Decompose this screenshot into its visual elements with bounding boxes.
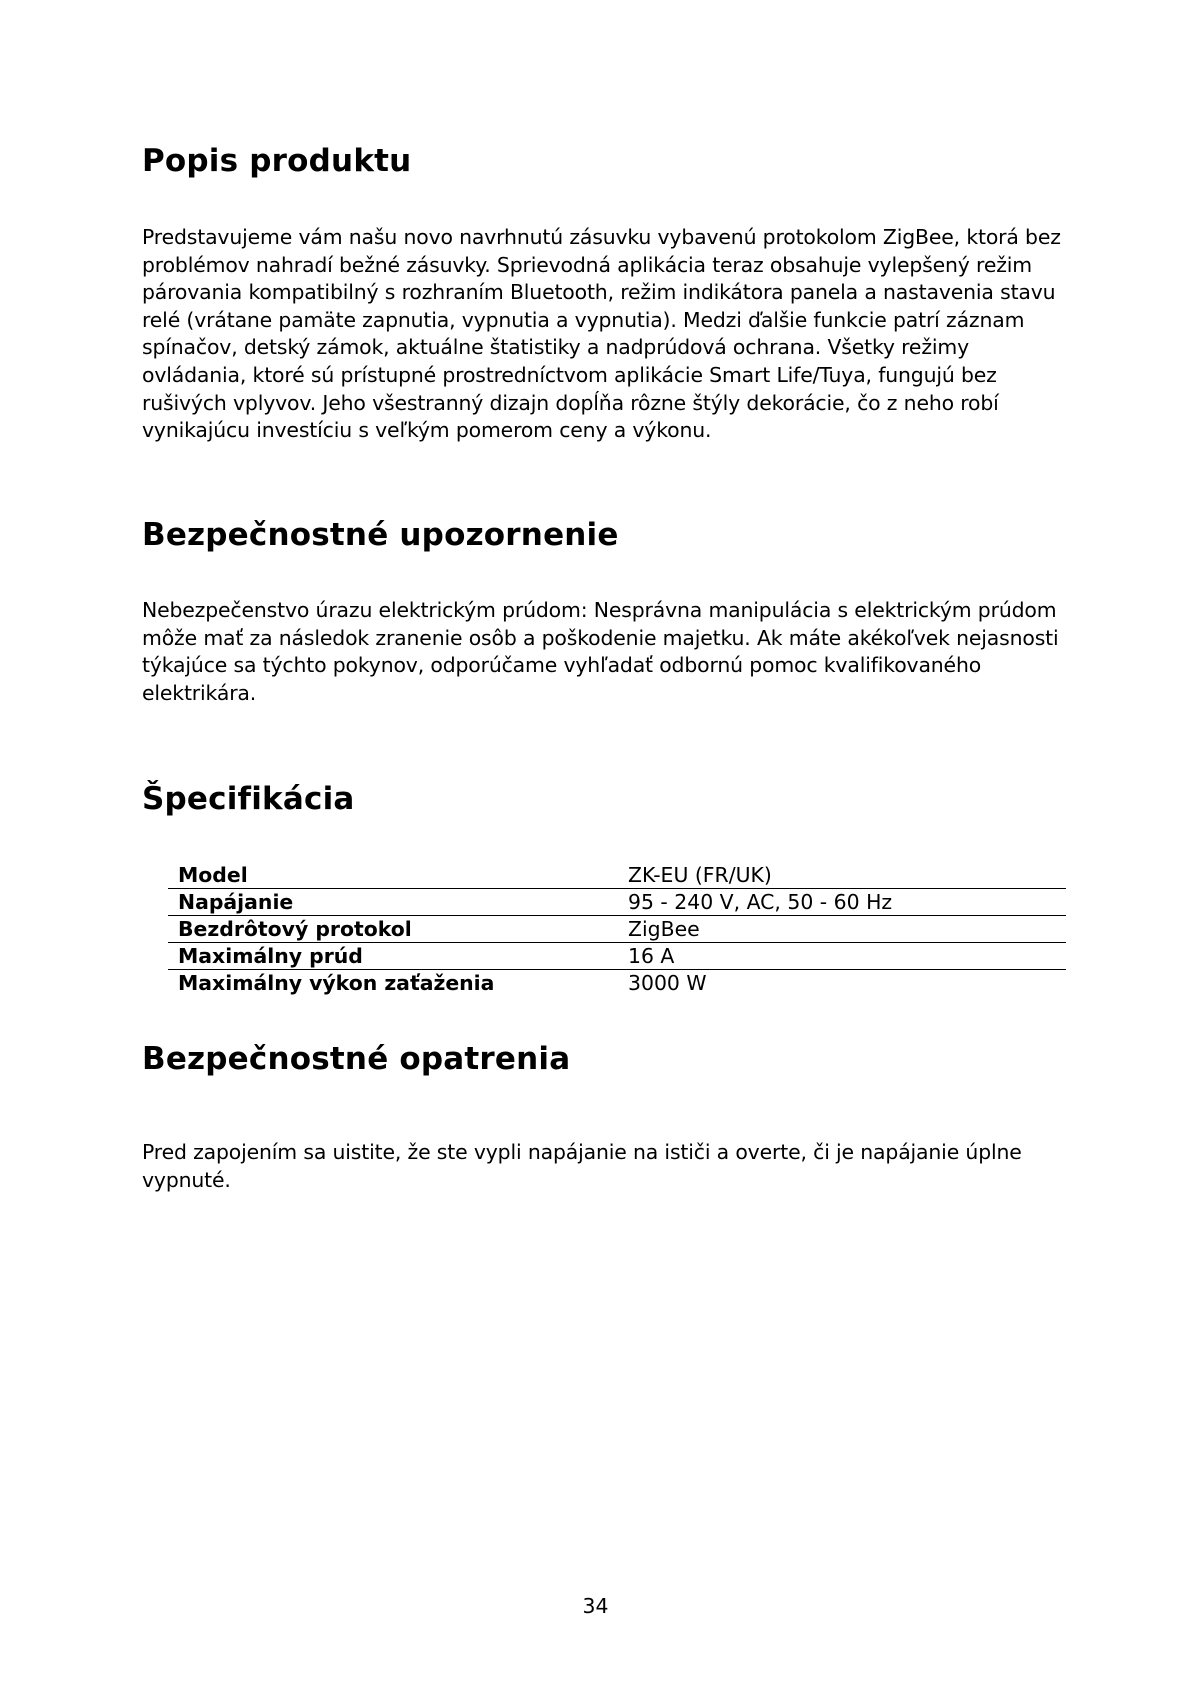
spec-row-model [168, 862, 1066, 889]
spec-row-max-load [168, 970, 1066, 997]
spec-label-model: Model [178, 863, 248, 887]
spec-row-max-current [168, 943, 1066, 970]
spec-label-max-current: Maximálny prúd [168, 943, 618, 970]
spec-value-power: 95 - 240 V, AC, 50 - 60 Hz [618, 889, 1066, 916]
product-description-text: Predstavujeme vám našu novo navrhnutú zásuvku vybavenú protokolom ZigBee, ktorá bez problémov nahradí bežné zásuvky. Sprievodná aplikácia teraz obsahuje vylepšený režim párovania kompatibilný s rozhraním Bluetooth, režim indikátora panela a nastavenia stavu relé (vrátane pamäte zapnutia, vypnutia a vypnutia). Medzi ďalšie funkcie patrí záznam spínačov, detský zámok, aktuálne štatistiky a nadprúdová ochrana. Všetky režimy ovládania, ktoré sú prístupné prostredníctvom aplikácie Smart Life/Tuya, fungujú bez rušivých vplyvov. Jeho všestranný dizajn dopĺňa rôzne štýly dekorácie, čo z neho robí vynikajúcu investíciu s veľkým pomerom ceny a výkonu. [142, 225, 1061, 443]
spec-label-max-load: Maximálny výkon zaťaženia [168, 970, 618, 997]
page-number: 34 [582, 1594, 609, 1618]
spec-row-wireless-protocol [168, 916, 1066, 943]
spec-value-wireless-protocol: ZigBee [618, 916, 1066, 943]
spec-value-max-load: 3000 W [618, 970, 1066, 997]
specification-table [168, 862, 1066, 996]
spec-label-wireless-protocol: Bezdrôtový protokol [168, 916, 618, 943]
spec-label-power: Napájanie [168, 889, 618, 916]
safety-warning-text: Nebezpečenstvo úrazu elektrickým prúdom: Nesprávna manipulácia s elektrickým prúdom môže mať za následok zranenie osôb a poškodenie majetku. Ak máte akékoľvek nejasnosti týkajúce sa týchto pokynov, odporúčame vyhľadať odbornú pomoc kvalifikovaného elektrikára. [142, 598, 1059, 705]
specification-heading: Špecifikácia [142, 781, 355, 817]
product-description-heading: Popis produktu [142, 143, 412, 179]
spec-value-max-current: 16 A [618, 943, 1066, 970]
safety-warning-heading: Bezpečnostné upozornenie [142, 517, 619, 553]
safety-precautions-heading: Bezpečnostné opatrenia [142, 1041, 571, 1077]
safety-precautions-text: Pred zapojením sa uistite, že ste vypli napájanie na ističi a overte, či je napájanie úplne vypnuté. [142, 1140, 1022, 1192]
spec-value-model: ZK-EU (FR/UK) [628, 863, 772, 887]
spec-row-power [168, 889, 1066, 916]
